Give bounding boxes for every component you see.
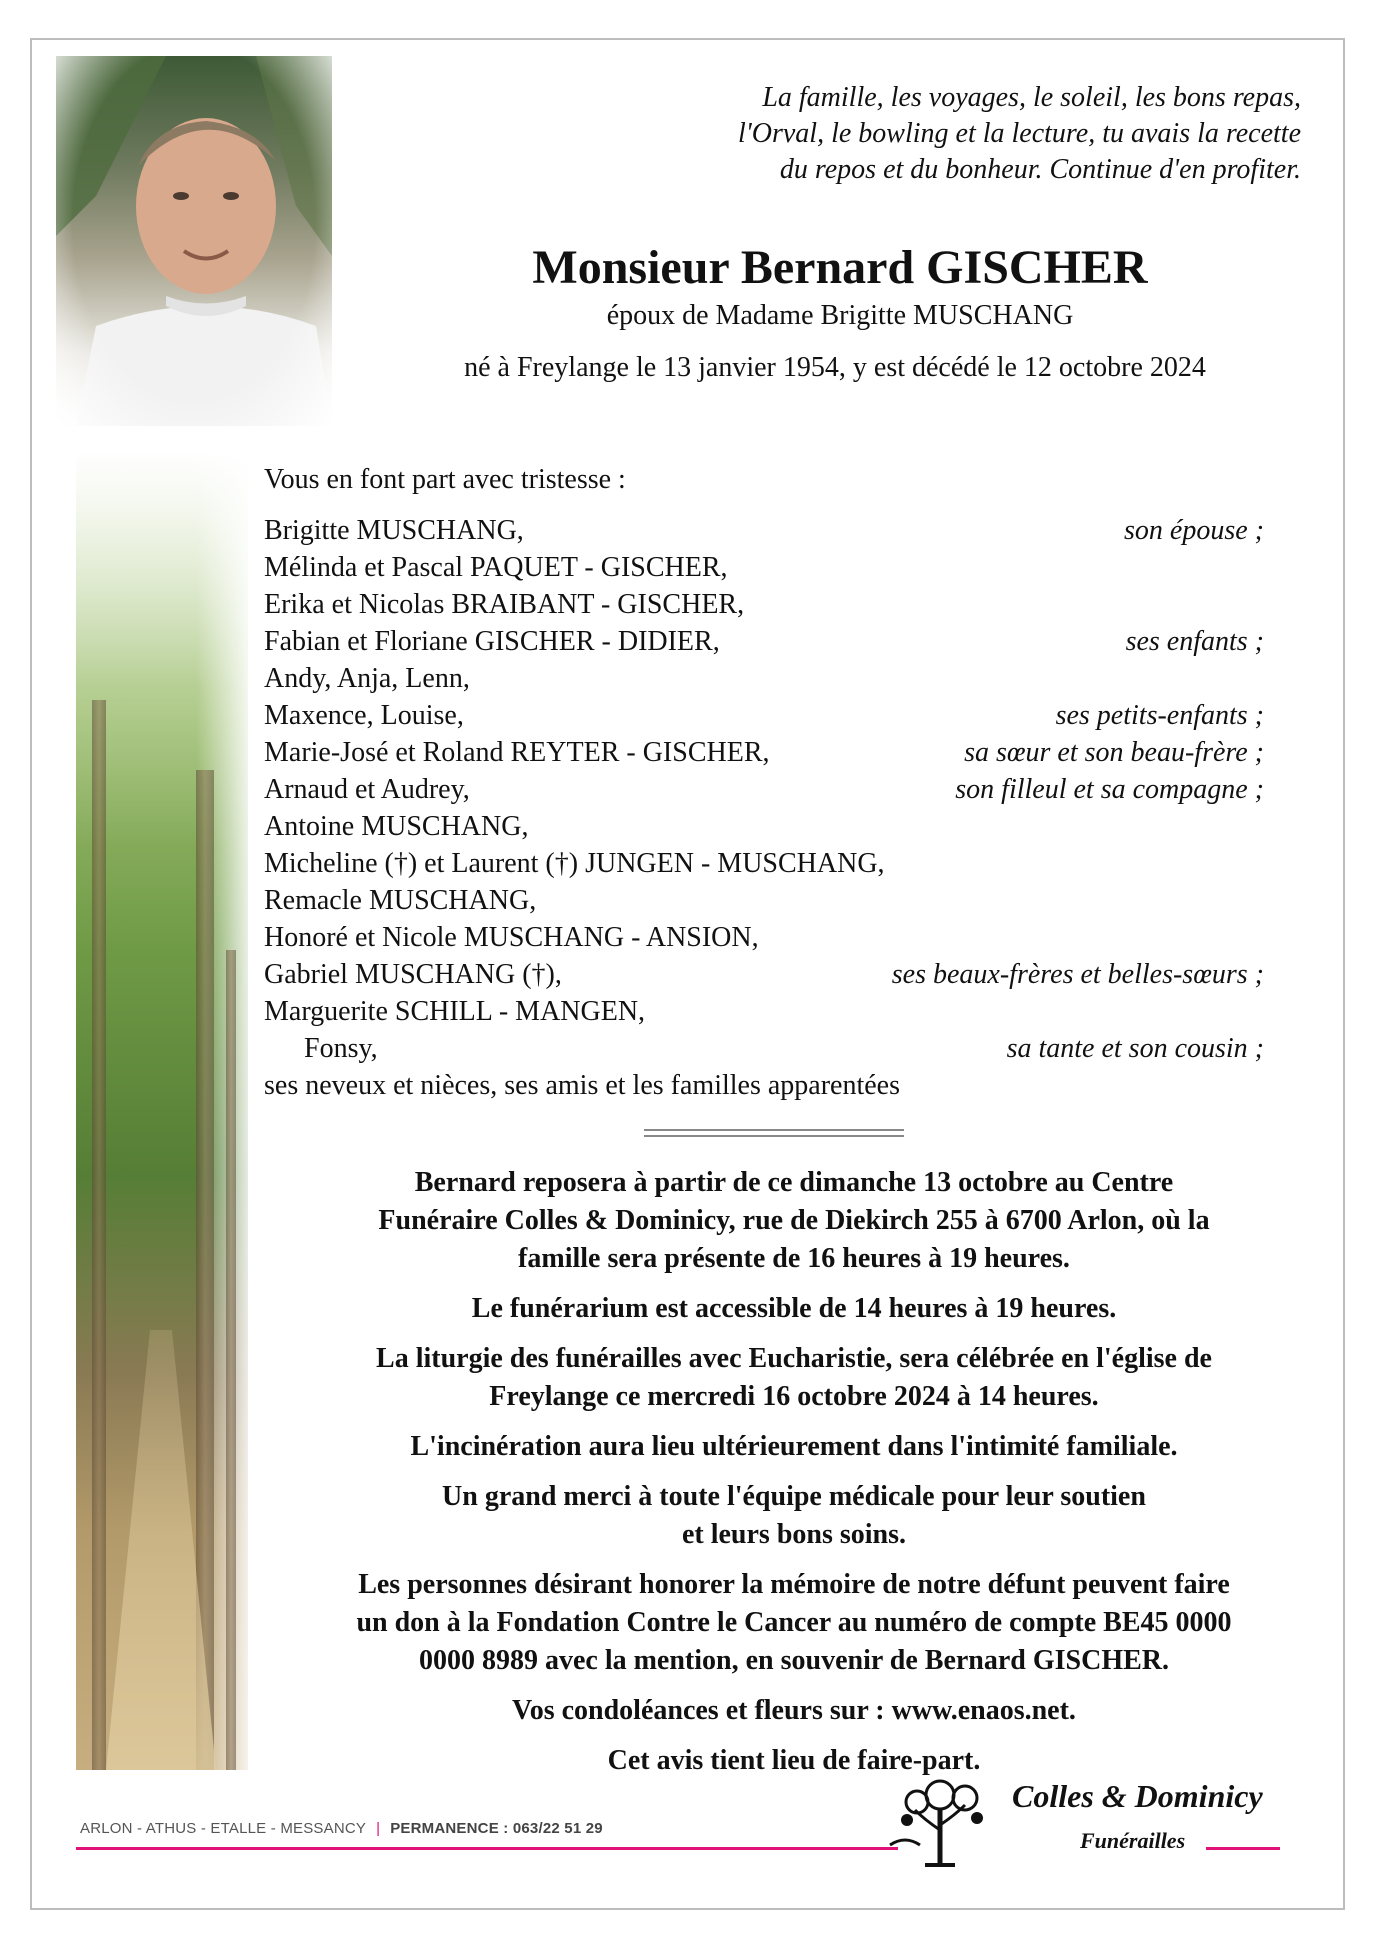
family-row [264,919,1264,956]
footer-locations: ARLON - ATHUS - ETALLE - MESSANCY [80,1820,367,1837]
brand-name: Colles & Dominicy [1012,1778,1263,1814]
info-line: Freylange ce mercredi 16 octobre 2024 à 14 heures. [489,1381,1099,1412]
footer-accent-line [76,1847,898,1850]
quote-line: La famille, les voyages, le soleil, les bons repas, [762,82,1301,113]
family-member-name: Fonsy, [304,1033,378,1064]
family-member-name: Erika et Nicolas BRAIBANT - GISCHER, [264,589,745,620]
family-member-name: Arnaud et Audrey, [264,774,470,805]
brand-subtitle: Funérailles [1080,1828,1186,1853]
info-line: L'incinération aura lieu ultérieurement dans l'intimité familiale. [410,1431,1178,1462]
family-row [264,808,1264,845]
info-line: Les personnes désirant honorer la mémoire de notre défunt peuvent faire [358,1569,1230,1600]
funeral-info [264,1164,1324,1792]
family-relation: ses petits-enfants ; [1055,700,1264,731]
condolences-paragraph [264,1692,1324,1730]
family-member-name: ses neveux et nièces, ses amis et les familles apparentées [264,1070,900,1101]
footer-separator: | [376,1820,381,1837]
info-line: Vos condoléances et fleurs sur : www.enaos.net. [512,1695,1076,1726]
family-member-name: Antoine MUSCHANG, [264,811,529,842]
family-row [264,660,1264,697]
family-row [264,549,1264,586]
family-row [264,845,1264,882]
family-relation: son épouse ; [1124,515,1264,546]
quote-line: du repos et du bonheur. Continue d'en profiter. [779,154,1301,185]
info-line: famille sera présente de 16 heures à 19 heures. [518,1243,1070,1274]
family-row [264,623,1264,660]
family-row [264,734,1264,771]
family-row [264,697,1264,734]
footer-contact [80,1820,603,1837]
logo-accent-line [1206,1847,1280,1850]
family-member-name: Gabriel MUSCHANG (†), [264,959,562,990]
forest-path-image [76,450,248,1770]
memorial-quote [501,80,1301,188]
info-line: 0000 8989 avec la mention, en souvenir de Bernard GISCHER. [418,1645,1170,1676]
deceased-name: Monsieur Bernard GISCHER [532,241,1148,294]
cremation-paragraph [264,1428,1324,1466]
family-member-name: Marie-José et Roland REYTER - GISCHER, [264,737,770,768]
family-row [264,586,1264,623]
birth-death-dates: né à Freylange le 13 janvier 1954, y est décédé le 12 octobre 2024 [464,352,1206,383]
portrait-photo [56,56,332,426]
family-relation: ses enfants ; [1125,626,1264,657]
donation-paragraph [264,1566,1324,1680]
family-member-name: Remacle MUSCHANG, [264,885,537,916]
liturgy-paragraph [264,1340,1324,1416]
family-member-name: Brigitte MUSCHANG, [264,515,524,546]
family-member-name: Mélinda et Pascal PAQUET - GISCHER, [264,552,728,583]
tree-logo-icon [885,1770,995,1870]
info-line: Un grand merci à toute l'équipe médicale pour leur soutien [442,1481,1146,1512]
announcement-intro: Vous en font part avec tristesse : [264,464,626,495]
family-relation: sa sœur et son beau-frère ; [964,737,1264,768]
family-member-name: Maxence, Louise, [264,700,464,731]
thanks-paragraph [264,1478,1324,1554]
info-line: un don à la Fondation Contre le Cancer au numéro de compte BE45 0000 [356,1607,1232,1638]
family-row [264,512,1264,549]
family-member-name: Honoré et Nicole MUSCHANG - ANSION, [264,922,759,953]
quote-line: l'Orval, le bowling et la lecture, tu avais la recette [737,118,1301,149]
info-line: Cet avis tient lieu de faire-part. [607,1745,981,1776]
family-relation: sa tante et son cousin ; [1006,1033,1264,1064]
footer-permanence: PERMANENCE : 063/22 51 29 [390,1820,603,1837]
family-member-name: Marguerite SCHILL - MANGEN, [264,996,646,1027]
family-member-name: Andy, Anja, Lenn, [264,663,470,694]
family-row [264,771,1264,808]
family-relation: son filleul et sa compagne ; [955,774,1264,805]
info-line: Le funérarium est accessible de 14 heures à 19 heures. [471,1293,1117,1324]
info-line: Bernard reposera à partir de ce dimanche 13 octobre au Centre [414,1167,1174,1198]
family-row [264,1067,1264,1104]
closing-paragraph [264,1742,1324,1780]
family-row [264,1030,1264,1067]
family-row [264,956,1264,993]
info-line: Funéraire Colles & Dominicy, rue de Diekirch 255 à 6700 Arlon, où la [378,1205,1210,1236]
family-member-name: Micheline (†) et Laurent (†) JUNGEN - MUSCHANG, [264,848,885,879]
spouse-line: époux de Madame Brigitte MUSCHANG [606,300,1074,331]
family-member-name: Fabian et Floriane GISCHER - DIDIER, [264,626,720,657]
family-relation: ses beaux-frères et belles-sœurs ; [891,959,1264,990]
info-line: et leurs bons soins. [681,1519,907,1550]
family-row [264,882,1264,919]
visitation-paragraph [264,1164,1324,1278]
family-list [264,512,1264,1104]
funerarium-hours [264,1290,1324,1328]
info-line: La liturgie des funérailles avec Eucharistie, sera célébrée en l'église de [376,1343,1212,1374]
section-divider [644,1129,904,1137]
family-row [264,993,1264,1030]
